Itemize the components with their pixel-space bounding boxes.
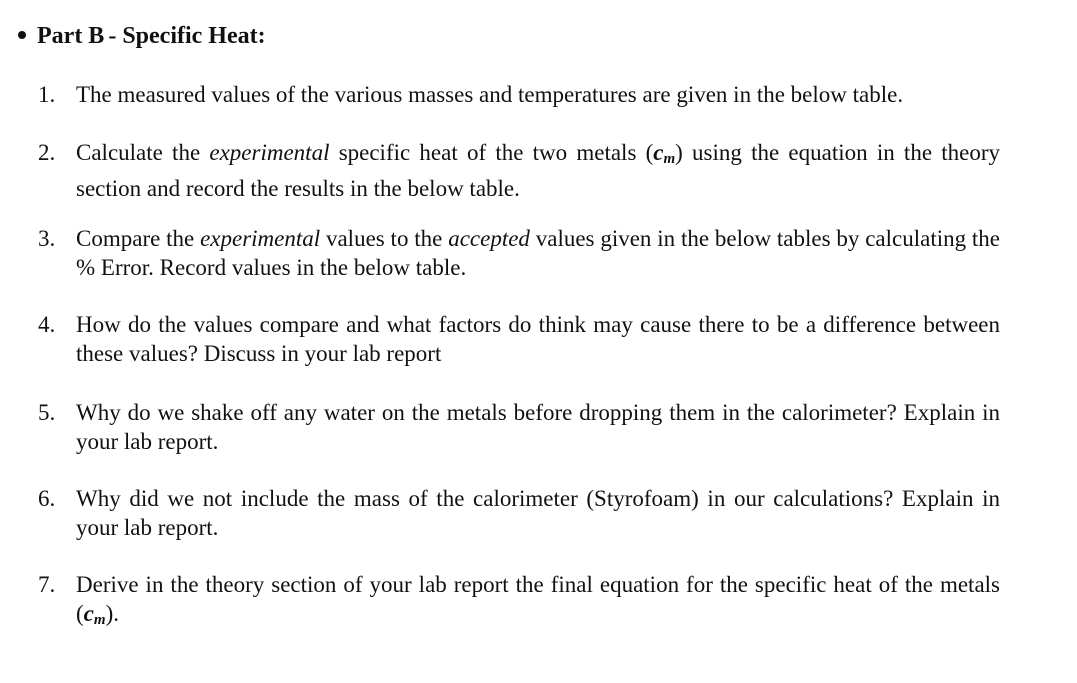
question-item-4 [38,310,1000,368]
question-item-5 [38,398,1000,456]
question-text: Derive in the theory section of your lab report the final equation for the specific heat of the metals $(c_m)$. [76,572,1000,628]
question-number: 7. [38,572,56,597]
symbol-c: c [83,601,94,626]
section-heading [18,20,266,52]
question-number: 2. [38,140,56,165]
question-text: Calculate the experimental specific heat of the two metals $(c_m)$ using the equation in the theory section and record the results in the below table. [76,140,1000,201]
question-text: Why did we not include the mass of the calorimeter (Styrofoam) in our calculations? Explain in your lab report. [76,486,1000,540]
question-item-3 [38,224,1000,282]
question-number: 6. [38,486,56,511]
section-title: Part B [37,23,105,49]
question-number: 3. [38,226,56,251]
emphasis-accepted: accepted [448,226,530,251]
bullet-icon [18,31,26,39]
symbol-subscript-m: m [663,151,676,167]
question-number: 5. [38,400,56,425]
question-item-7 [38,570,1000,635]
emphasis-experimental: experimental [200,226,321,251]
question-item-2 [38,138,1000,203]
question-number: 4. [38,312,56,337]
symbol-c: c [653,140,664,165]
section-subtitle: Specific Heat: [122,23,266,49]
section-separator: - [108,23,117,49]
question-text: How do the values compare and what factors do think may cause there to be a difference between these values? Discuss in your lab report [76,312,1000,366]
symbol-subscript-m: m [93,612,106,628]
question-number: 1. [38,82,56,107]
question-text: Compare the experimental values to the accepted values given in the below tables by calculating the % Error. Record values in the below table. [76,226,1001,280]
question-text: The measured values of the various masses and temperatures are given in the below table. [76,82,904,107]
emphasis-experimental: experimental [209,140,330,165]
question-item-1 [38,80,1000,109]
question-item-6 [38,484,1000,542]
question-text: Why do we shake off any water on the metals before dropping them in the calorimeter? Explain in your lab report. [76,400,1000,454]
